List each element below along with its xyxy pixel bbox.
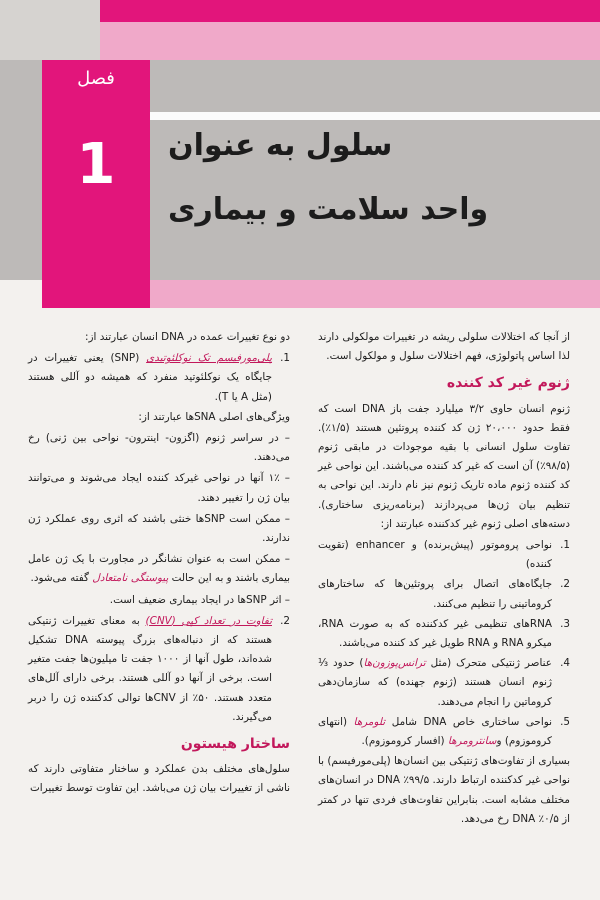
highlight-term: سانترومرها — [447, 735, 497, 748]
feature-line: – در سراسر ژنوم (اگزون- اینترون- نواحی بین ژنی) رخ می‌دهند. — [28, 432, 290, 464]
chapter-title-line2: واحد سلامت و بیماری — [168, 192, 489, 227]
highlight-term: ترانس‌پوزون‌ها — [363, 657, 426, 670]
header-band-pink-top — [100, 0, 600, 22]
highlight-term: پیوستگی نامتعادل — [92, 572, 169, 585]
intro-paragraph: دو نوع تغییرات عمده در DNA انسان عبارتند از: — [84, 331, 290, 343]
list-item: 3. RNAهای تنظیمی غیر کدکننده که به صورت RNA، میکرو RNA و RNA طویل غیر کد کننده می‌باشند. — [318, 617, 570, 650]
list-item: 1. نواحی پروموتور (پیش‌برنده) و enhancer (تقویت کننده) — [318, 539, 570, 571]
list-item: 2. تفاوت در تعداد کپی (CNV) به معنای تغییرات ژنتیکی هستند که از دنباله‌های بزرگ پیوسته DNA تشکیل شده‌اند، طول آنها از ۱۰۰۰ جفت تا میلیون‌ها جفت متغیر است. برخی از آنها دو آللی هستند. برخی دارای آلل‌های متعدد هستند. ۵۰٪ از CNVها توالی کدکننده ژن را دربر می‌گیرند. — [28, 614, 290, 723]
feature-line: – ممکن است SNPها خنثی باشند که اثری روی عملکرد ژن ندارند. — [28, 512, 291, 545]
highlight-term: تفاوت در تعداد کپی (CNV) — [145, 614, 272, 627]
feature-line: – ۱٪ آنها در نواحی غیرکد کننده ایجاد می‌شوند و می‌توانند بیان ژن را تغییر دهند. — [28, 472, 291, 504]
paragraph: ویژگی‌های اصلی SNAها عبارتند از: — [138, 410, 290, 423]
paragraph: ژنوم انسان حاوی ۳/۲ میلیارد جفت باز DNA است که فقط حدود ۲۰،۰۰۰ ژن کد کننده پروتئین هستند (۱/۵٪). تفاوت سلول انسانی با بقیه موجودات در مابقی ژنوم (۹۸/۵٪) آن است که غیر کد کننده می‌باشند. این نواحی غیر کد کننده ژنوم ماده تاریک ژنوم نیز نام دارند. این نواحی به تنظیم بیان ژن‌ها می‌پردازند (برنامه‌ریزی ساختاری). دسته‌های اصلی ژنوم غیر کدکننده عبارتند از: — [318, 402, 570, 530]
right-column — [318, 328, 570, 831]
list-item: 1. پلی‌مورفیسم تک نوکلئوتیدی (SNP) یعنی تغییرات در جایگاه یک نوکلئوتید منفرد که همیشه دو آللی هستند (مثل A یا T). — [28, 352, 290, 403]
highlight-term: تلومرها — [353, 715, 386, 728]
paragraph: سلول‌های مختلف بدن عملکرد و ساختار متفاوتی دارند که ناشی از تغییرات بیان ژن می‌باشد. این تفاوت توسط تغییرات — [28, 763, 290, 795]
section-heading-noncoding-genome: ژنوم غیر کد کننده — [446, 375, 570, 392]
list-item: 5. نواحی ساختاری خاص DNA شامل تلومرها (انتهای کروموزوم) وسانترومرها (افسار کروموزوم). — [318, 715, 570, 748]
chapter-number: 1 — [76, 132, 116, 197]
left-column — [28, 328, 290, 801]
section-heading-histone: ساختار هیستون — [180, 736, 290, 753]
highlight-term: پلی‌مورفیسم تک نوکلئوتیدی — [146, 352, 273, 365]
list-item: 4. عناصر ژنتیکی متحرک (مثل ترانس‌پوزون‌ها) حدود ⅓ ژنوم انسان هستند (ژنوم جهنده) که سازمان‌دهی کروماتین را انجام می‌دهند. — [318, 657, 570, 708]
chapter-title-line1: سلول به عنوان — [168, 128, 393, 163]
feature-line: – اثر SNPها در ایجاد بیماری ضعیف است. — [109, 593, 290, 606]
header-divider — [150, 112, 600, 120]
feature-line: – ممکن است به عنوان نشانگر در مجاورت با یک ژن عامل بیماری باشند و به این حالت پیوستگی نامتعادل گفته می‌شود. — [28, 553, 290, 585]
header-band-pink-light — [100, 22, 600, 60]
intro-paragraph: از آنجا که اختلالات سلولی ریشه در تغییرات مولکولی دارند لذا اساس پاتولوژی، فهم اختلالات سلول و مولکول است. — [318, 331, 570, 363]
chapter-word: فصل — [77, 68, 115, 89]
list-item: 2. جایگاه‌های اتصال برای پروتئین‌ها که ساختارهای کروماتینی را تنظیم می‌کنند. — [318, 578, 570, 610]
chapter-header — [0, 0, 600, 308]
paragraph: بسیاری از تفاوت‌های ژنتیکی بین انسان‌ها (پلی‌مورفیسم) با نواحی غیر کدکننده ارتباط دارند. ۹۹/۵٪ DNA در انسان‌های مختلف مشابه است. بنابراین تفاوت‌های فردی تنها در کمتر از ۰/۵٪ DNA رخ می‌دهد. — [318, 755, 571, 825]
